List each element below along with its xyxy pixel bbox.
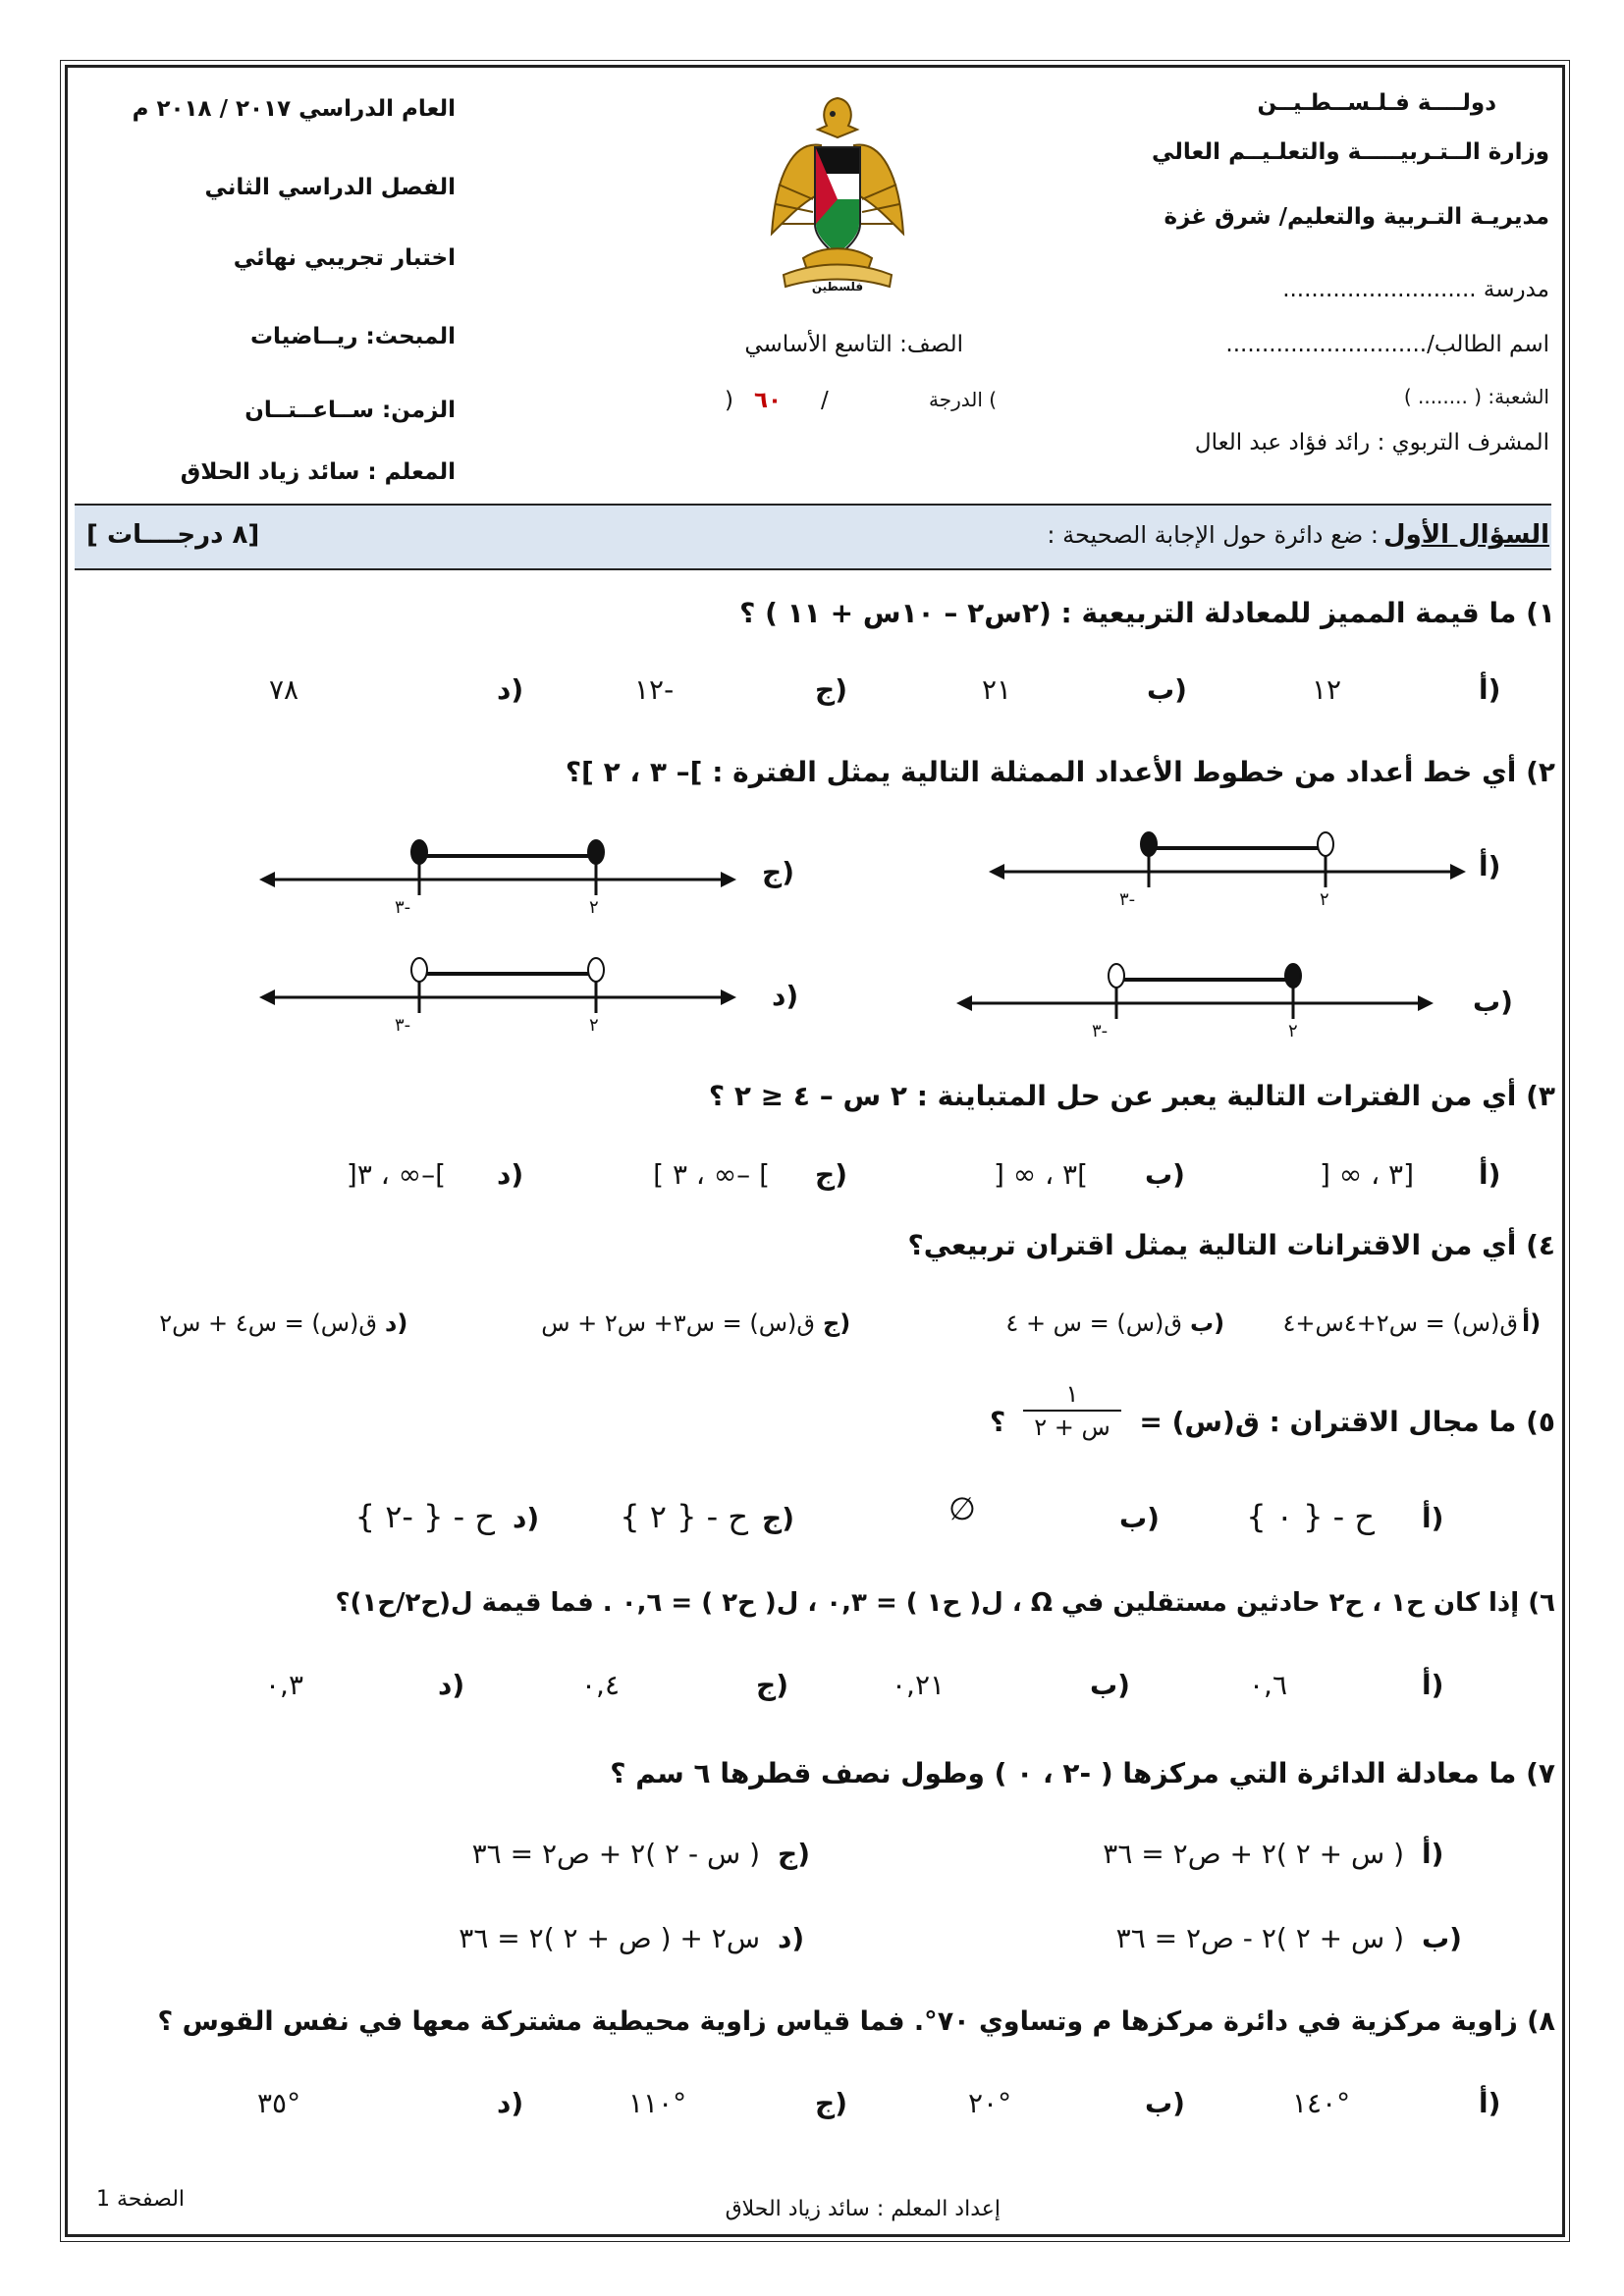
q8-option-b-letter: ب) bbox=[1145, 2087, 1185, 2119]
school-field: مدرسة ........................... bbox=[1282, 277, 1549, 302]
q8-option-c-letter: ج) bbox=[815, 2087, 847, 2119]
q5-option-c-value: ح - { ٢ } bbox=[620, 1498, 748, 1535]
q1-option-a-value: ١٢ bbox=[1312, 673, 1342, 706]
q8-option-c-value: ١١٠° bbox=[628, 2087, 687, 2119]
open-endpoint bbox=[1318, 832, 1333, 856]
q7-option-b-value: ( س + ٢ )٢ - ص٢ = ٣٦ bbox=[1115, 1922, 1404, 1954]
question-title: السؤال الأول bbox=[1383, 520, 1549, 550]
q3-option-c-letter: ج) bbox=[815, 1158, 847, 1191]
q5-denominator: س + ٢ bbox=[1034, 1414, 1110, 1441]
q6-option-a-value: ٠,٦ bbox=[1249, 1669, 1287, 1701]
question-3-text: ٣) أي من الفترات التالية يعبر عن حل المتباينة : ٢ س – ٤ ≤ ٢ ؟ bbox=[708, 1080, 1555, 1112]
footer-page-number: الصفحة 1 bbox=[96, 2187, 186, 2212]
open-endpoint bbox=[1109, 964, 1124, 988]
score-label: الدرجة ( bbox=[929, 388, 998, 411]
teacher-name: المعلم : سائد زياد الحلاق bbox=[180, 459, 456, 485]
q6-option-d-letter: د) bbox=[438, 1669, 465, 1701]
closed-endpoint bbox=[1285, 964, 1301, 988]
directorate-name: مديريـة التـربية والتعليم/ شرق غزة bbox=[1164, 204, 1549, 230]
open-endpoint bbox=[411, 958, 427, 982]
right-arrow-icon bbox=[1418, 995, 1434, 1011]
q7-option-c-letter: ج) bbox=[778, 1838, 810, 1870]
q2-option-a-number-line bbox=[987, 825, 1468, 923]
q3-option-b-value: ]٣ ، ∞ [ bbox=[994, 1158, 1088, 1191]
closed-endpoint bbox=[1141, 832, 1157, 856]
q4-option-b-letter: ب) bbox=[1190, 1309, 1225, 1337]
q4-option-c-value: ق(س) = س٣+ س٢ + س bbox=[541, 1309, 815, 1337]
supervisor-name: المشرف التربوي : رائد فؤاد عبد العال bbox=[1194, 430, 1549, 455]
q2-a-label-left: ٣- bbox=[1119, 889, 1136, 910]
closed-endpoint bbox=[588, 840, 604, 864]
semester: الفصل الدراسي الثاني bbox=[204, 175, 456, 200]
q1-option-b-letter: ب) bbox=[1147, 673, 1187, 706]
q8-option-a-value: ١٤٠° bbox=[1292, 2087, 1351, 2119]
q2-option-d-number-line bbox=[257, 950, 738, 1048]
q2-option-c-number-line bbox=[257, 832, 738, 931]
question-4-text: ٤) أي من الاقترانات التالية يمثل اقتران تربيعي؟ bbox=[907, 1229, 1555, 1261]
q6-option-c-value: ٠,٤ bbox=[581, 1669, 620, 1701]
q8-option-d-value: ٣٥° bbox=[257, 2087, 301, 2119]
q4-option-d-value: ق(س) = س٤ + س٢ bbox=[159, 1309, 377, 1337]
q2-option-b-number-line bbox=[954, 956, 1435, 1054]
q7-option-d-letter: د) bbox=[778, 1922, 805, 1954]
right-arrow-icon bbox=[721, 989, 736, 1005]
score-total: ٦٠ bbox=[754, 388, 783, 413]
question-6-text: ٦) إذا كان ح١ ، ح٢ حادثين مستقلين في Ω ، ل( ح١ ) = ٠,٣ ، ل( ح٢ ) = ٠,٦ . فما قيمة ل(ح٢/ح١)؟ bbox=[335, 1588, 1555, 1618]
state-name: دولــــة فـلـســطـيــن bbox=[1257, 90, 1496, 116]
right-arrow-icon bbox=[1450, 864, 1466, 880]
section-field: الشعبة: ( ........ ) bbox=[1403, 385, 1549, 408]
subject: المبحث: ريــاضيات bbox=[249, 324, 456, 349]
interval-bar bbox=[1149, 846, 1326, 850]
q2-c-label-right: ٢ bbox=[589, 897, 599, 918]
q5-option-c-letter: ج) bbox=[762, 1502, 794, 1534]
q7-option-c-value: ( س - ٢ )٢ + ص٢ = ٣٦ bbox=[471, 1838, 760, 1870]
q5-option-a-letter: أ) bbox=[1422, 1502, 1444, 1534]
question-1-text: ١) ما قيمة المميز للمعادلة التربيعية : (٢س٢ – ١٠س + ١١ ) ؟ bbox=[739, 597, 1555, 629]
q8-option-a-letter: أ) bbox=[1479, 2087, 1501, 2119]
open-endpoint bbox=[588, 958, 604, 982]
student-name-field: اسم الطالب/............................ bbox=[1225, 332, 1549, 357]
q5-option-b-letter: ب) bbox=[1119, 1502, 1160, 1534]
q7-option-d-value: س٢ + ( ص + ٢ )٢ = ٣٦ bbox=[459, 1922, 760, 1954]
q1-option-b-value: ٢١ bbox=[982, 673, 1012, 706]
footer-prepared-by: إعداد المعلم : سائد زياد الحلاق bbox=[725, 2197, 1001, 2221]
q1-option-a-letter: أ) bbox=[1479, 673, 1501, 706]
q2-a-label-right: ٢ bbox=[1320, 889, 1329, 910]
q1-option-d-letter: د) bbox=[497, 673, 524, 706]
q3-option-d-value: ]–∞ ، ٣[ bbox=[346, 1158, 446, 1191]
q1-option-c-value: ١٢- bbox=[634, 673, 675, 706]
left-arrow-icon bbox=[956, 995, 972, 1011]
closed-endpoint bbox=[411, 840, 427, 864]
q3-option-c-value: ] –∞ ، ٣ ] bbox=[653, 1158, 770, 1191]
q1-option-d-value: ٧٨ bbox=[269, 673, 299, 706]
question-7-text: ٧) ما معادلة الدائرة التي مركزها ( -٢ ، ٠ ) وطول نصف قطرها ٦ سم ؟ bbox=[610, 1757, 1555, 1789]
q2-b-label-left: ٣- bbox=[1092, 1021, 1109, 1041]
palestine-emblem bbox=[764, 86, 911, 293]
q2-option-b-letter: ب) bbox=[1473, 986, 1513, 1018]
exam-type: اختبار تجريبي نهائي bbox=[233, 245, 456, 271]
q4-option-a-value: ق(س) = س٢+٤س+٤ bbox=[1282, 1309, 1518, 1337]
q5-option-d-letter: د) bbox=[513, 1502, 540, 1534]
question-5-text: ٥) ما مجال الاقتران : ق(س) = bbox=[1139, 1406, 1555, 1438]
q3-option-a-letter: أ) bbox=[1479, 1158, 1501, 1191]
q2-option-c-letter: ج) bbox=[762, 856, 794, 888]
question-instruction: : ضع دائرة حول الإجابة الصحيحة : bbox=[1047, 521, 1379, 549]
score-box bbox=[725, 388, 998, 423]
left-arrow-icon bbox=[259, 989, 275, 1005]
q2-option-a-letter: أ) bbox=[1479, 850, 1501, 882]
grade-level: الصف: التاسع الأساسي bbox=[744, 332, 963, 357]
ministry-name: وزارة الــتـربيـــــة والتعلـيــم العالي bbox=[1152, 139, 1549, 165]
q4-option-d-letter: د) bbox=[385, 1309, 408, 1337]
left-arrow-icon bbox=[989, 864, 1004, 880]
q4-option-c-letter: ج) bbox=[823, 1309, 851, 1337]
q7-option-a-value: ( س + ٢ )٢ + ص٢ = ٣٦ bbox=[1103, 1838, 1404, 1870]
q2-b-label-right: ٢ bbox=[1288, 1021, 1298, 1041]
emblem-caption: فلسطين bbox=[811, 280, 864, 294]
q6-option-b-letter: ب) bbox=[1090, 1669, 1130, 1701]
q7-option-a-letter: أ) bbox=[1422, 1838, 1444, 1870]
q5-fraction bbox=[1023, 1380, 1121, 1441]
question-title-block bbox=[1047, 520, 1549, 550]
q5-option-d-value: ح - { -٢ } bbox=[354, 1498, 495, 1535]
q5-option-a-value: ح - { ٠ } bbox=[1246, 1498, 1375, 1535]
q5-question-mark: ؟ bbox=[990, 1406, 1006, 1438]
q2-d-label-right: ٢ bbox=[589, 1015, 599, 1036]
q3-option-d-letter: د) bbox=[497, 1158, 524, 1191]
q2-option-d-letter: د) bbox=[772, 980, 799, 1012]
q3-option-a-value: [٣ ، ∞ [ bbox=[1320, 1158, 1414, 1191]
q7-option-b-letter: ب) bbox=[1422, 1922, 1462, 1954]
q4-option-b-value: ق(س) = س + ٤ bbox=[1005, 1309, 1182, 1337]
exam-time: الزمن: ســاعــتــان bbox=[244, 398, 456, 423]
q8-option-d-letter: د) bbox=[497, 2087, 524, 2119]
left-arrow-icon bbox=[259, 872, 275, 887]
q6-option-b-value: ٠,٢١ bbox=[892, 1669, 946, 1701]
q5-numerator: ١ bbox=[1023, 1380, 1121, 1412]
question-2-text: ٢) أي خط أعداد من خطوط الأعداد الممثلة التالية يمثل الفترة : ]– ٣ ، ٢ ]؟ bbox=[565, 756, 1555, 788]
right-arrow-icon bbox=[721, 872, 736, 887]
q8-option-b-value: ٢٠° bbox=[968, 2087, 1012, 2119]
q6-option-a-letter: أ) bbox=[1422, 1669, 1444, 1701]
question-8-text: ٨) زاوية مركزية في دائرة مركزها م وتساوي ٧٠°. فما قياس زاوية محيطية مشتركة معها في نفس القوس ؟ bbox=[157, 2006, 1555, 2037]
q6-option-d-value: ٠,٣ bbox=[265, 1669, 303, 1701]
score-close: ) bbox=[725, 388, 733, 413]
q1-option-c-letter: ج) bbox=[815, 673, 847, 706]
academic-year: العام الدراسي ٢٠١٧ / ٢٠١٨ م bbox=[132, 96, 456, 122]
q6-option-c-letter: ج) bbox=[756, 1669, 788, 1701]
eagle-emblem-icon bbox=[764, 86, 911, 293]
q2-d-label-left: ٣- bbox=[395, 1015, 411, 1036]
q5-option-b-value: ∅ bbox=[948, 1490, 976, 1527]
question-marks: [ ٨ درجــــات] bbox=[86, 520, 260, 550]
score-separator: / bbox=[821, 388, 829, 413]
q3-option-b-letter: ب) bbox=[1145, 1158, 1185, 1191]
q4-option-a-letter: أ) bbox=[1522, 1309, 1542, 1337]
q2-c-label-left: ٣- bbox=[395, 897, 411, 918]
